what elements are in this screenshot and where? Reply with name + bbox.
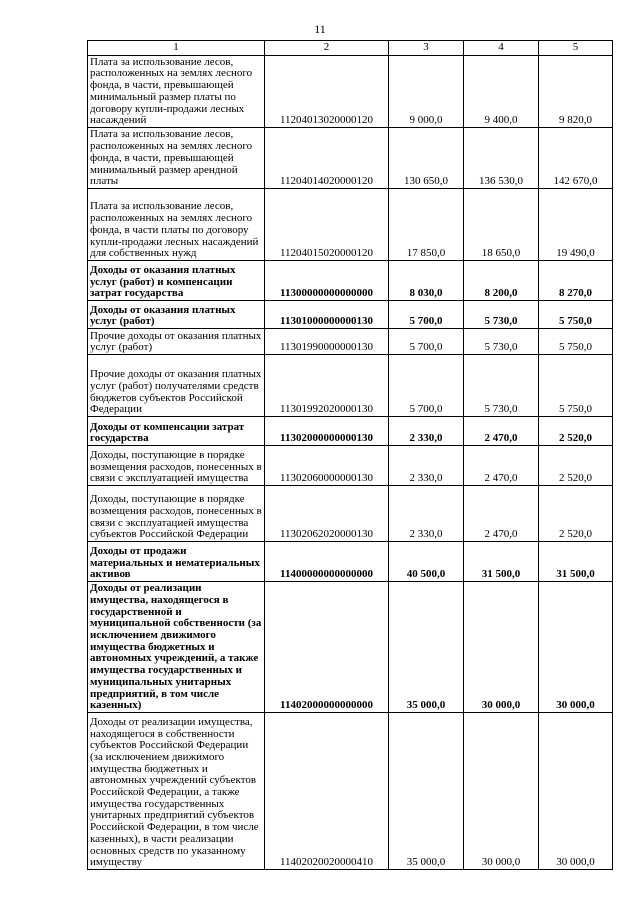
row-value-col4: 18 650,0	[464, 189, 539, 261]
column-header: 3	[389, 41, 464, 56]
table-row	[88, 355, 613, 417]
row-value-col4: 5 730,0	[464, 329, 539, 355]
row-code: 11301990000000130	[265, 329, 389, 355]
table-row	[88, 261, 613, 301]
row-value-col5: 31 500,0	[539, 542, 613, 582]
row-description: Доходы от реализации имущества, находящегося в собственности субъектов Российской Федерации (за исключением движимого имущества бюджетных и автономных учреждений субъектов Российской Федерации, а также имущества государственных унитарных предприятий субъектов Российской Федерации, в том числе казенных), в части реализации основных средств по указанному имуществу	[88, 713, 265, 870]
table-row	[88, 446, 613, 486]
row-value-col3: 35 000,0	[389, 713, 464, 870]
row-value-col5: 2 520,0	[539, 486, 613, 542]
row-description: Доходы от оказания платных услуг (работ) и компенсации затрат государства	[88, 261, 265, 301]
row-description: Плата за использование лесов, расположенных на землях лесного фонда, в части, превышающей минимальный размер платы по договору купли-продажи лесных насаждений	[88, 56, 265, 128]
row-value-col5: 142 670,0	[539, 128, 613, 189]
row-description: Доходы от продажи материальных и нематериальных активов	[88, 542, 265, 582]
row-value-col3: 2 330,0	[389, 417, 464, 446]
row-code: 11204013020000120	[265, 56, 389, 128]
revenue-table	[87, 40, 613, 870]
table-row	[88, 582, 613, 713]
column-header: 2	[265, 41, 389, 56]
table-header-row	[88, 41, 613, 56]
row-code: 11402000000000000	[265, 582, 389, 713]
row-value-col4: 5 730,0	[464, 355, 539, 417]
row-value-col5: 2 520,0	[539, 446, 613, 486]
row-value-col3: 2 330,0	[389, 486, 464, 542]
row-code: 11300000000000000	[265, 261, 389, 301]
table-row	[88, 189, 613, 261]
column-header: 5	[539, 41, 613, 56]
row-value-col4: 136 530,0	[464, 128, 539, 189]
row-value-col4: 30 000,0	[464, 713, 539, 870]
row-code: 11204015020000120	[265, 189, 389, 261]
row-value-col5: 2 520,0	[539, 417, 613, 446]
row-description: Доходы, поступающие в порядке возмещения расходов, понесенных в связи с эксплуатацией имущества субъектов Российской Федерации	[88, 486, 265, 542]
table-row	[88, 128, 613, 189]
row-description: Плата за использование лесов, расположенных на землях лесного фонда, в части платы по договору купли-продажи лесных насаждений для собственных нужд	[88, 189, 265, 261]
row-code: 11302000000000130	[265, 417, 389, 446]
row-value-col4: 9 400,0	[464, 56, 539, 128]
row-value-col4: 8 200,0	[464, 261, 539, 301]
table-row	[88, 56, 613, 128]
table-row	[88, 713, 613, 870]
table-row	[88, 329, 613, 355]
row-description: Доходы от реализации имущества, находящегося в государственной и муниципальной собственности (за исключением движимого имущества бюджетных и автономных учреждений, а также имущества государственных и муниципальных унитарных предприятий, в том числе казенных)	[88, 582, 265, 713]
row-value-col3: 5 700,0	[389, 301, 464, 329]
row-value-col4: 2 470,0	[464, 446, 539, 486]
row-description: Доходы, поступающие в порядке возмещения расходов, понесенных в связи с эксплуатацией имущества	[88, 446, 265, 486]
row-value-col3: 5 700,0	[389, 329, 464, 355]
row-value-col5: 19 490,0	[539, 189, 613, 261]
row-value-col5: 30 000,0	[539, 582, 613, 713]
row-value-col5: 5 750,0	[539, 301, 613, 329]
table-row	[88, 542, 613, 582]
table-row	[88, 301, 613, 329]
row-code: 11400000000000000	[265, 542, 389, 582]
row-description: Доходы от компенсации затрат государства	[88, 417, 265, 446]
row-value-col5: 9 820,0	[539, 56, 613, 128]
row-value-col3: 35 000,0	[389, 582, 464, 713]
row-description: Прочие доходы от оказания платных услуг (работ)	[88, 329, 265, 355]
row-value-col3: 5 700,0	[389, 355, 464, 417]
page-number: 11	[314, 22, 326, 36]
row-description: Плата за использование лесов, расположенных на землях лесного фонда, в части, превышающей минимальный размер арендной платы	[88, 128, 265, 189]
row-description: Доходы от оказания платных услуг (работ)	[88, 301, 265, 329]
row-value-col5: 5 750,0	[539, 329, 613, 355]
row-value-col3: 40 500,0	[389, 542, 464, 582]
row-value-col5: 30 000,0	[539, 713, 613, 870]
row-code: 11301000000000130	[265, 301, 389, 329]
row-value-col4: 2 470,0	[464, 417, 539, 446]
row-value-col3: 130 650,0	[389, 128, 464, 189]
row-value-col5: 5 750,0	[539, 355, 613, 417]
column-header: 4	[464, 41, 539, 56]
row-value-col3: 2 330,0	[389, 446, 464, 486]
row-value-col4: 31 500,0	[464, 542, 539, 582]
row-value-col3: 8 030,0	[389, 261, 464, 301]
row-code: 11204014020000120	[265, 128, 389, 189]
row-value-col4: 30 000,0	[464, 582, 539, 713]
column-header: 1	[88, 41, 265, 56]
table-row	[88, 417, 613, 446]
row-value-col4: 5 730,0	[464, 301, 539, 329]
row-code: 11402020020000410	[265, 713, 389, 870]
row-value-col3: 9 000,0	[389, 56, 464, 128]
row-value-col5: 8 270,0	[539, 261, 613, 301]
row-value-col3: 17 850,0	[389, 189, 464, 261]
row-code: 11302062020000130	[265, 486, 389, 542]
table-row	[88, 486, 613, 542]
row-value-col4: 2 470,0	[464, 486, 539, 542]
row-code: 11301992020000130	[265, 355, 389, 417]
row-code: 11302060000000130	[265, 446, 389, 486]
row-description: Прочие доходы от оказания платных услуг (работ) получателями средств бюджетов субъектов Российской Федерации	[88, 355, 265, 417]
